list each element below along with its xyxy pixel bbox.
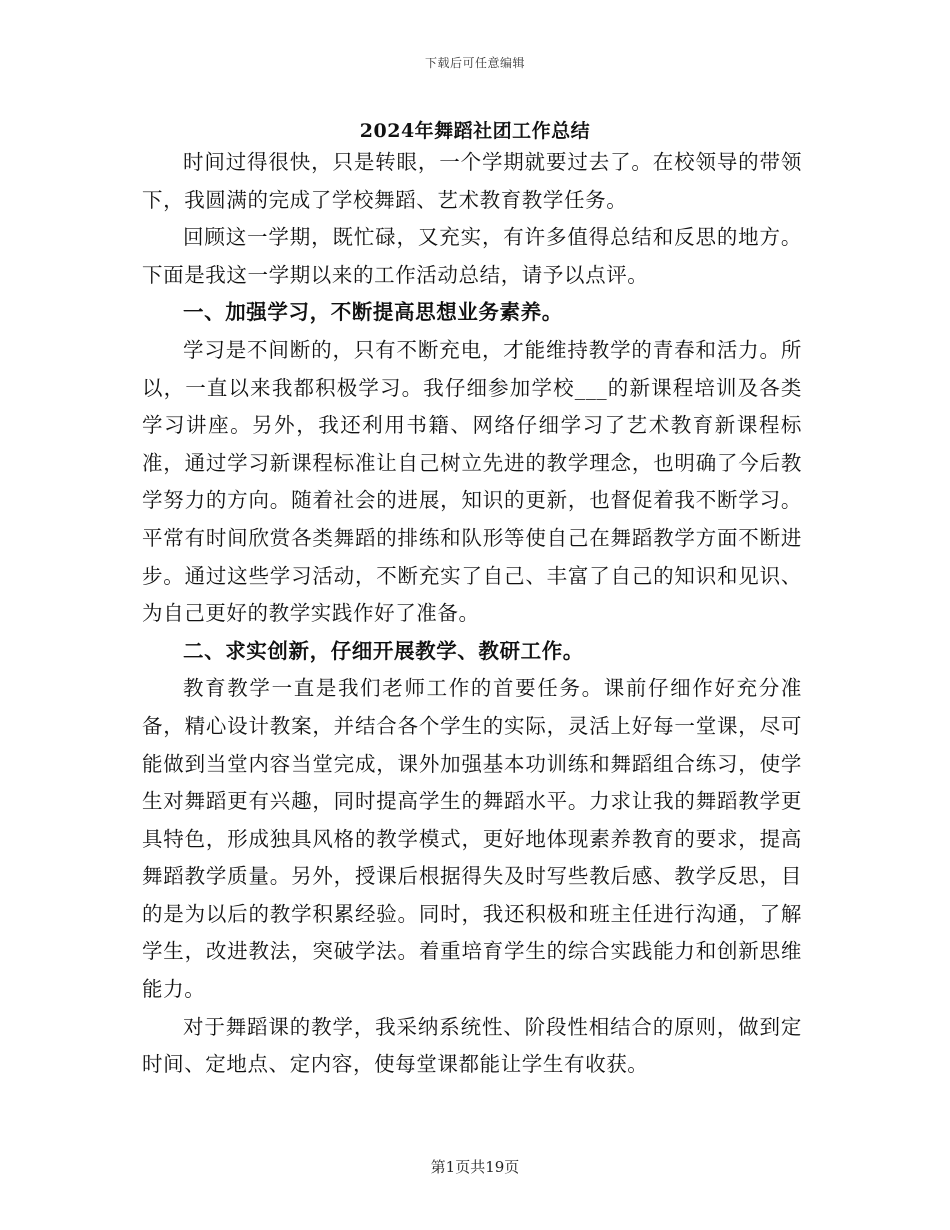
section-heading-2: 二、求实创新，仔细开展教学、教研工作。 (183, 638, 584, 663)
paragraph-teaching: 教育教学一直是我们老师工作的首要任务。课前仔细作好充分准备，精心设计教案，并结合各个学生的实际，灵活上好每一堂课，尽可能做到当堂内容当堂完成，课外加强基本功训练和舞蹈组合练习，使学生对舞蹈更有兴趣，同时提高学生的舞蹈水平。力求让我的舞蹈教学更具特色，形成独具风格的教学模式，更好地体现素养教育的要求，提高舞蹈教学质量。另外，授课后根据得失及时写些教后感、教学反思，目的是为以后的教学积累经验。同时，我还积极和班主任进行沟通，了解学生，改进教法，突破学法。着重培育学生的综合实践能力和创新思维能力。 (142, 676, 802, 1002)
header-note: 下载后可任意编辑 (424, 56, 525, 70)
page-number: 第1页共19页 (430, 1158, 520, 1176)
paragraph-review: 回顾这一学期，既忙碌，又充实，有许多值得总结和反思的地方。下面是我这一学期以来的工作活动总结，请予以点评。 (142, 225, 802, 287)
section-heading-1: 一、加强学习，不断提高思想业务素养。 (183, 300, 563, 325)
document-title: 2024年舞蹈社团工作总结 (359, 120, 591, 142)
document-body (142, 144, 802, 1084)
paragraph-dance-class: 对于舞蹈课的教学，我采纳系统性、阶段性相结合的原则，做到定时间、定地点、定内容，使每堂课都能让学生有收获。 (142, 1014, 802, 1077)
paragraph-learning: 学习是不间断的，只有不断充电，才能维持教学的青春和活力。所以，一直以来我都积极学习。我仔细参加学校___的新课程培训及各类学习讲座。另外，我还利用书籍、网络仔细学习了艺术教育新课程标准，通过学习新课程标准让自己树立先进的教学理念，也明确了今后教学努力的方向。随着社会的进展，知识的更新，也督促着我不断学习。平常有时间欣赏各类舞蹈的排练和队形等使自己在舞蹈教学方面不断进步。通过这些学习活动，不断充实了自己、丰富了自己的知识和见识、为自己更好的教学实践作好了准备。 (142, 337, 802, 626)
paragraph-intro: 时间过得很快，只是转眼，一个学期就要过去了。在校领导的带领下，我圆满的完成了学校舞蹈、艺术教育教学任务。 (142, 150, 802, 212)
